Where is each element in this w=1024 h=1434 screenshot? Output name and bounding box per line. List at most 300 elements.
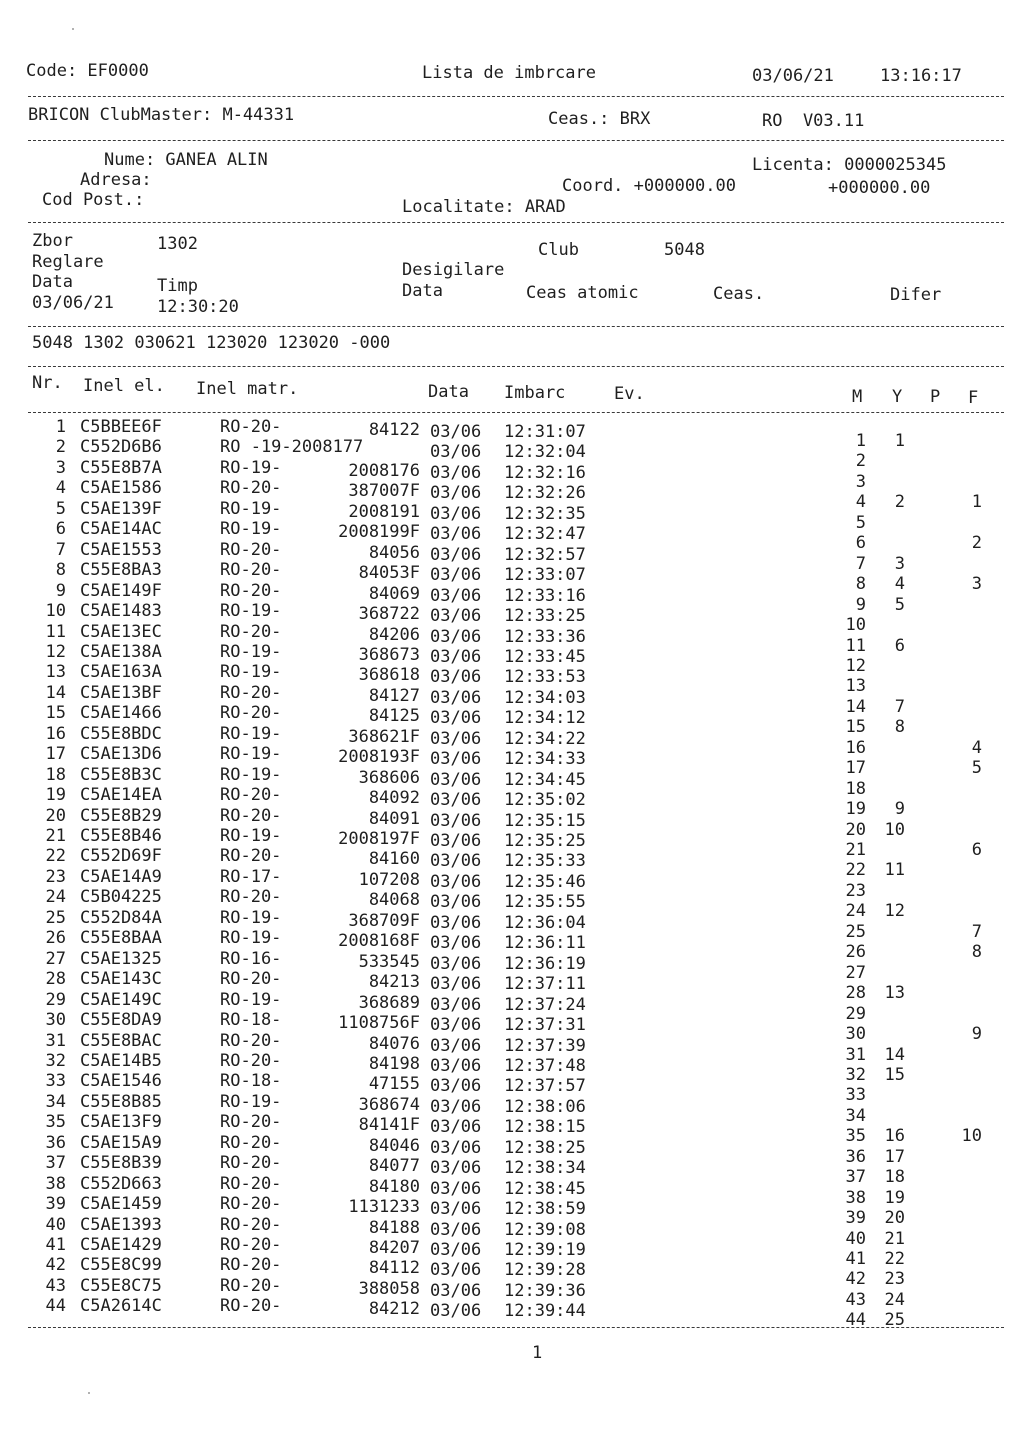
difference-label: Difer: [890, 285, 942, 305]
ring-prefix: RO-19-: [220, 457, 282, 478]
ring-prefix: RO-20-: [220, 805, 282, 826]
col-header-y: Y: [892, 387, 903, 407]
ring-number: 84160: [368, 849, 420, 870]
ring-prefix: RO-16-: [220, 948, 282, 969]
row-number: 1: [55, 417, 66, 437]
row-number: 38: [45, 1173, 66, 1194]
basket-date: 03/06: [430, 606, 482, 627]
electronic-ring: C5AE1553: [80, 539, 162, 560]
col-m-value: 4: [855, 492, 866, 513]
ring-prefix: RO-20-: [220, 1214, 282, 1235]
basket-date: 03/06: [430, 442, 482, 463]
basket-date: 03/06: [430, 953, 482, 974]
row-number: 30: [45, 1010, 66, 1031]
electronic-ring: C5AE14AC: [80, 519, 162, 540]
basket-time: 12:37:57: [504, 1076, 586, 1097]
basket-time: 12:32:16: [504, 462, 586, 483]
ring-prefix: RO-20-: [220, 539, 282, 560]
basket-time: 12:35:33: [504, 851, 586, 872]
row-number: 12: [45, 641, 66, 662]
row-number: 39: [45, 1194, 66, 1215]
basket-time: 12:32:26: [504, 483, 586, 504]
col-y-value: 22: [884, 1249, 905, 1269]
ring-number: 84206: [368, 624, 420, 645]
basket-time: 12:39:44: [504, 1301, 586, 1322]
col-header-p: P: [930, 387, 941, 407]
flight-summary-line: 5048 1302 030621 123020 123020 -000: [32, 333, 391, 353]
basket-date: 03/06: [430, 1158, 482, 1179]
col-f-value: 2: [971, 533, 982, 554]
basket-time: 12:38:06: [504, 1096, 586, 1117]
ring-number: 2008199F: [338, 522, 420, 543]
basket-date: 03/06: [430, 1280, 482, 1301]
col-m-value: 1: [855, 431, 866, 451]
electronic-ring: C5AE15A9: [80, 1132, 162, 1153]
ring-prefix: RO-20-: [220, 1255, 282, 1276]
ring-prefix: RO-19-: [220, 519, 282, 540]
ring-prefix: RO-20-: [220, 1173, 282, 1194]
col-y-value: 24: [884, 1289, 905, 1310]
row-number: 16: [45, 723, 66, 744]
basket-date: 03/06: [430, 974, 482, 995]
electronic-ring: C5B04225: [80, 887, 162, 908]
ring-prefix: RO-19-: [220, 1091, 282, 1112]
electronic-ring: C55E8BAC: [80, 1030, 162, 1051]
page-number: 1: [532, 1343, 543, 1363]
license-number: Licenta: 0000025345: [752, 155, 947, 175]
ring-prefix: RO-19-: [220, 928, 282, 949]
ring-prefix: RO-20-: [220, 1030, 282, 1051]
ring-prefix: RO-20-: [220, 682, 282, 703]
basket-date: 03/06: [430, 994, 482, 1015]
row-number: 7: [55, 539, 66, 560]
ring-number: 84198: [368, 1053, 420, 1074]
basket-date: 03/06: [430, 892, 482, 913]
basket-time: 12:33:53: [504, 667, 586, 688]
col-f-value: 9: [971, 1024, 982, 1045]
electronic-ring: C5AE1429: [80, 1235, 162, 1255]
ring-prefix: RO-20-: [220, 969, 282, 990]
electronic-ring: C5AE138A: [80, 641, 162, 662]
ring-prefix: RO-19-: [220, 662, 282, 683]
basket-date: 03/06: [430, 769, 482, 790]
basket-date: 03/06: [430, 503, 482, 524]
ring-number: 368621F: [348, 726, 420, 747]
ring-number: 84076: [368, 1033, 420, 1054]
basket-time: 12:31:07: [504, 422, 586, 442]
row-number: 21: [45, 826, 66, 846]
row-number: 42: [45, 1255, 66, 1276]
setting-time: 12:30:20: [157, 297, 239, 317]
col-f-value: 4: [971, 737, 982, 758]
col-y-value: 3: [894, 553, 905, 574]
ring-prefix: RO-19-: [220, 723, 282, 744]
col-f-value: 8: [971, 942, 982, 963]
basket-date: 03/06: [430, 1117, 482, 1138]
ring-prefix: RO-19-: [220, 907, 282, 928]
row-number: 2: [55, 437, 66, 458]
col-m-value: 38: [845, 1187, 866, 1208]
ring-number: 84077: [368, 1156, 420, 1177]
basket-time: 12:37:48: [504, 1055, 586, 1076]
ring-number: 84207: [368, 1238, 420, 1258]
col-y-value: 21: [884, 1228, 905, 1249]
ring-prefix: RO-20-: [220, 478, 282, 499]
basket-date: 03/06: [430, 1240, 482, 1260]
electronic-ring: C5AE14EA: [80, 785, 162, 806]
col-m-value: 19: [845, 799, 866, 820]
ring-number: 84112: [368, 1258, 420, 1279]
ring-number: 84125: [368, 706, 420, 727]
row-number: 5: [55, 498, 66, 519]
electronic-ring: C55E8B29: [80, 805, 162, 826]
electronic-ring: C5AE13D6: [80, 744, 162, 765]
ring-number: 84188: [368, 1217, 420, 1238]
time-label: Timp: [157, 276, 198, 296]
electronic-ring: C5AE14B5: [80, 1050, 162, 1071]
basket-time: 12:33:16: [504, 585, 586, 606]
basket-date: 03/06: [430, 544, 482, 565]
basket-date: 03/06: [430, 912, 482, 933]
col-m-value: 25: [845, 921, 866, 942]
col-y-value: 6: [894, 635, 905, 656]
ring-number: 368722: [358, 604, 420, 625]
ring-number: 84141F: [358, 1115, 420, 1136]
basket-date: 03/06: [430, 1219, 482, 1240]
ring-number: 84068: [368, 890, 420, 911]
row-number: 32: [45, 1050, 66, 1071]
ring-prefix: RO-20-: [220, 417, 282, 437]
ring-number: 2008176: [348, 460, 420, 481]
basket-time: 12:38:59: [504, 1199, 586, 1220]
basket-date: 03/06: [430, 1178, 482, 1199]
col-y-value: 23: [884, 1269, 905, 1290]
col-m-value: 20: [845, 819, 866, 840]
basket-date: 03/06: [430, 524, 482, 545]
electronic-ring: C5BBEE6F: [80, 417, 162, 437]
table-row: [0, 1296, 1024, 1331]
row-number: 28: [45, 969, 66, 990]
divider: [28, 222, 1004, 223]
basket-date: 03/06: [430, 1055, 482, 1076]
col-f-value: 7: [971, 921, 982, 942]
basket-time: 12:38:45: [504, 1178, 586, 1199]
ring-number: 2008191: [348, 501, 420, 522]
col-m-value: 7: [855, 553, 866, 574]
row-number: 33: [45, 1071, 66, 1092]
row-number: 19: [45, 785, 66, 806]
col-m-value: 3: [855, 471, 866, 492]
divider: [28, 140, 1004, 141]
basket-date: 03/06: [430, 1199, 482, 1220]
col-m-value: 36: [845, 1146, 866, 1167]
ring-prefix: RO-19-: [220, 764, 282, 785]
electronic-ring: C55E8B3C: [80, 764, 162, 785]
row-number: 13: [45, 662, 66, 683]
col-m-value: 21: [845, 840, 866, 860]
col-f-value: 6: [971, 840, 982, 860]
row-number: 35: [45, 1112, 66, 1133]
basket-date: 03/06: [430, 831, 482, 851]
col-f-value: 3: [971, 574, 982, 595]
report-title: Lista de imbrcare: [422, 63, 596, 83]
col-m-value: 42: [845, 1269, 866, 1290]
ring-prefix: RO-20-: [220, 703, 282, 724]
paper-speck: [72, 28, 74, 30]
col-header-imbarc: Imbarc: [504, 383, 566, 403]
ring-number: 1108756F: [338, 1013, 420, 1034]
basket-date: 03/06: [430, 933, 482, 954]
ring-number: 2008197F: [338, 829, 420, 849]
ring-number: 368689: [358, 992, 420, 1013]
col-y-value: 7: [894, 696, 905, 717]
basket-date: 03/06: [430, 708, 482, 729]
col-m-value: 11: [845, 635, 866, 656]
basket-time: 12:39:28: [504, 1260, 586, 1281]
ring-prefix: RO -19-2008177: [220, 437, 364, 458]
report-date: 03/06/21: [752, 66, 834, 86]
col-m-value: 14: [845, 696, 866, 717]
col-f-value: 5: [971, 758, 982, 779]
divider: [28, 412, 1004, 413]
row-number: 34: [45, 1091, 66, 1112]
basket-date: 03/06: [430, 462, 482, 483]
postal-code: Cod Post.:: [42, 190, 145, 210]
col-m-value: 26: [845, 942, 866, 963]
basket-time: 12:32:04: [504, 442, 586, 463]
ring-prefix: RO-18-: [220, 1071, 282, 1092]
col-m-value: 6: [855, 533, 866, 554]
col-y-value: 15: [884, 1064, 905, 1085]
basket-time: 12:33:36: [504, 626, 586, 647]
ring-number: 84069: [368, 583, 420, 604]
col-m-value: 22: [845, 860, 866, 881]
club-number: 5048: [664, 240, 705, 260]
ring-prefix: RO-19-: [220, 641, 282, 662]
basket-date: 03/06: [430, 646, 482, 667]
row-number: 40: [45, 1214, 66, 1235]
date-label: Data: [32, 272, 73, 292]
ring-number: 387007F: [348, 481, 420, 502]
electronic-ring: C5AE1325: [80, 948, 162, 969]
electronic-ring: C5A2614C: [80, 1296, 162, 1317]
electronic-ring: C55E8B7A: [80, 457, 162, 478]
basket-time: 12:37:11: [504, 974, 586, 995]
row-number: 31: [45, 1030, 66, 1051]
ring-prefix: RO-19-: [220, 826, 282, 846]
col-f-value: 10: [961, 1126, 982, 1147]
ring-prefix: RO-20-: [220, 785, 282, 806]
row-number: 41: [45, 1235, 66, 1255]
col-f-value: 1: [971, 492, 982, 513]
electronic-ring: C5AE149F: [80, 580, 162, 601]
col-m-value: 12: [845, 655, 866, 676]
basket-date: 03/06: [430, 790, 482, 811]
basket-time: 12:36:11: [504, 933, 586, 954]
ring-prefix: RO-17-: [220, 866, 282, 887]
ring-number: 84213: [368, 972, 420, 993]
col-m-value: 16: [845, 737, 866, 758]
basket-time: 12:34:12: [504, 708, 586, 729]
row-number: 17: [45, 744, 66, 765]
basket-time: 12:35:55: [504, 892, 586, 913]
ring-number: 47155: [368, 1074, 420, 1095]
row-number: 14: [45, 682, 66, 703]
ring-number: 2008168F: [338, 931, 420, 952]
col-y-value: 8: [894, 717, 905, 738]
col-m-value: 32: [845, 1064, 866, 1085]
row-number: 10: [45, 601, 66, 622]
col-m-value: 8: [855, 574, 866, 595]
electronic-ring: C552D69F: [80, 846, 162, 867]
ring-number: 84046: [368, 1135, 420, 1156]
basket-time: 12:37:24: [504, 994, 586, 1015]
row-number: 9: [55, 580, 66, 601]
report-code: Code: EF0000: [26, 61, 149, 81]
basket-date: 03/06: [430, 1096, 482, 1117]
ring-prefix: RO-20-: [220, 1275, 282, 1296]
row-number: 25: [45, 907, 66, 928]
basket-date: 03/06: [430, 565, 482, 586]
basket-time: 12:35:25: [504, 831, 586, 851]
col-m-value: 30: [845, 1024, 866, 1045]
basket-time: 12:39:19: [504, 1240, 586, 1260]
electronic-ring: C5AE163A: [80, 662, 162, 683]
ring-prefix: RO-19-: [220, 601, 282, 622]
ring-prefix: RO-19-: [220, 989, 282, 1010]
col-m-value: 41: [845, 1249, 866, 1269]
row-number: 23: [45, 866, 66, 887]
basket-time: 12:35:46: [504, 871, 586, 892]
col-m-value: 10: [845, 615, 866, 636]
electronic-ring: C5AE13EC: [80, 621, 162, 642]
electronic-ring: C5AE1546: [80, 1071, 162, 1092]
col-m-value: 5: [855, 512, 866, 533]
basket-date: 03/06: [430, 1301, 482, 1322]
row-number: 20: [45, 805, 66, 826]
col-y-value: 16: [884, 1126, 905, 1147]
row-number: 36: [45, 1132, 66, 1153]
basket-date: 03/06: [430, 667, 482, 688]
col-m-value: 34: [845, 1105, 866, 1126]
basket-time: 12:33:07: [504, 565, 586, 586]
owner-address: Adresa:: [80, 170, 152, 190]
col-y-value: 18: [884, 1167, 905, 1188]
divider: [28, 1327, 1004, 1328]
owner-name: Nume: GANEA ALIN: [104, 150, 268, 170]
ring-prefix: RO-18-: [220, 1010, 282, 1031]
ring-prefix: RO-20-: [220, 846, 282, 867]
basket-date: 03/06: [430, 422, 482, 442]
col-header-data: Data: [428, 382, 469, 402]
basket-date: 03/06: [430, 749, 482, 770]
ring-number: 84127: [368, 685, 420, 706]
basket-date: 03/06: [430, 1035, 482, 1056]
basket-time: 12:39:08: [504, 1219, 586, 1240]
basket-time: 12:33:25: [504, 606, 586, 627]
col-y-value: 11: [884, 860, 905, 881]
ring-prefix: RO-19-: [220, 744, 282, 765]
flight-number: 1302: [157, 234, 198, 254]
basket-time: 12:34:45: [504, 769, 586, 790]
divider: [28, 326, 1004, 327]
col-y-value: 9: [894, 799, 905, 820]
basket-date: 03/06: [430, 483, 482, 504]
row-number: 29: [45, 989, 66, 1010]
electronic-ring: C5AE139F: [80, 498, 162, 519]
electronic-ring: C55E8DA9: [80, 1010, 162, 1031]
basket-date: 03/06: [430, 585, 482, 606]
ring-number: 107208: [358, 869, 420, 890]
electronic-ring: C5AE1459: [80, 1194, 162, 1215]
electronic-ring: C5AE143C: [80, 969, 162, 990]
basket-time: 12:37:39: [504, 1035, 586, 1056]
ring-number: 368709F: [348, 910, 420, 931]
ring-prefix: RO-19-: [220, 498, 282, 519]
clubmaster-id: BRICON ClubMaster: M-44331: [28, 105, 295, 125]
col-m-value: 44: [845, 1310, 866, 1331]
col-header-f: F: [968, 388, 979, 408]
electronic-ring: C55E8B39: [80, 1153, 162, 1174]
basket-time: 12:36:04: [504, 912, 586, 933]
row-number: 37: [45, 1153, 66, 1174]
col-m-value: 17: [845, 758, 866, 779]
col-y-value: 4: [894, 574, 905, 595]
ring-number: 1131233: [348, 1197, 420, 1218]
col-m-value: 33: [845, 1085, 866, 1106]
ring-prefix: RO-20-: [220, 580, 282, 601]
basket-date: 03/06: [430, 851, 482, 872]
setting-date: 03/06/21: [32, 293, 114, 313]
basket-time: 12:32:57: [504, 544, 586, 565]
col-y-value: 10: [884, 819, 905, 840]
row-number: 8: [55, 560, 66, 581]
software-version: RO V03.11: [762, 111, 865, 131]
ring-number: 368674: [358, 1094, 420, 1115]
basket-time: 12:39:36: [504, 1280, 586, 1301]
col-y-value: 25: [884, 1310, 905, 1331]
col-y-value: 5: [894, 594, 905, 615]
col-y-value: 19: [884, 1187, 905, 1208]
electronic-ring: C5AE1466: [80, 703, 162, 724]
basket-date: 03/06: [430, 687, 482, 708]
coordinates-lon: +000000.00: [828, 178, 931, 198]
basket-time: 12:33:45: [504, 646, 586, 667]
electronic-ring: C552D84A: [80, 907, 162, 928]
row-number: 26: [45, 928, 66, 949]
row-number: 24: [45, 887, 66, 908]
electronic-ring: C5AE13BF: [80, 682, 162, 703]
col-m-value: 13: [845, 676, 866, 697]
col-y-value: 12: [884, 901, 905, 922]
basket-time: 12:37:31: [504, 1015, 586, 1036]
basket-time: 12:34:33: [504, 749, 586, 770]
basket-date: 03/06: [430, 810, 482, 831]
divider: [28, 96, 1004, 97]
col-m-value: 27: [845, 962, 866, 983]
electronic-ring: C55E8B85: [80, 1091, 162, 1112]
ring-number: 84092: [368, 788, 420, 809]
electronic-ring: C5AE1586: [80, 478, 162, 499]
electronic-ring: C55E8BA3: [80, 560, 162, 581]
col-m-value: 31: [845, 1044, 866, 1065]
col-header-ev: Ev.: [614, 384, 645, 404]
ring-number: 2008193F: [338, 747, 420, 768]
ring-prefix: RO-20-: [220, 1194, 282, 1215]
basket-date: 03/06: [430, 1015, 482, 1036]
electronic-ring: C552D6B6: [80, 437, 162, 458]
col-y-value: 13: [884, 983, 905, 1004]
